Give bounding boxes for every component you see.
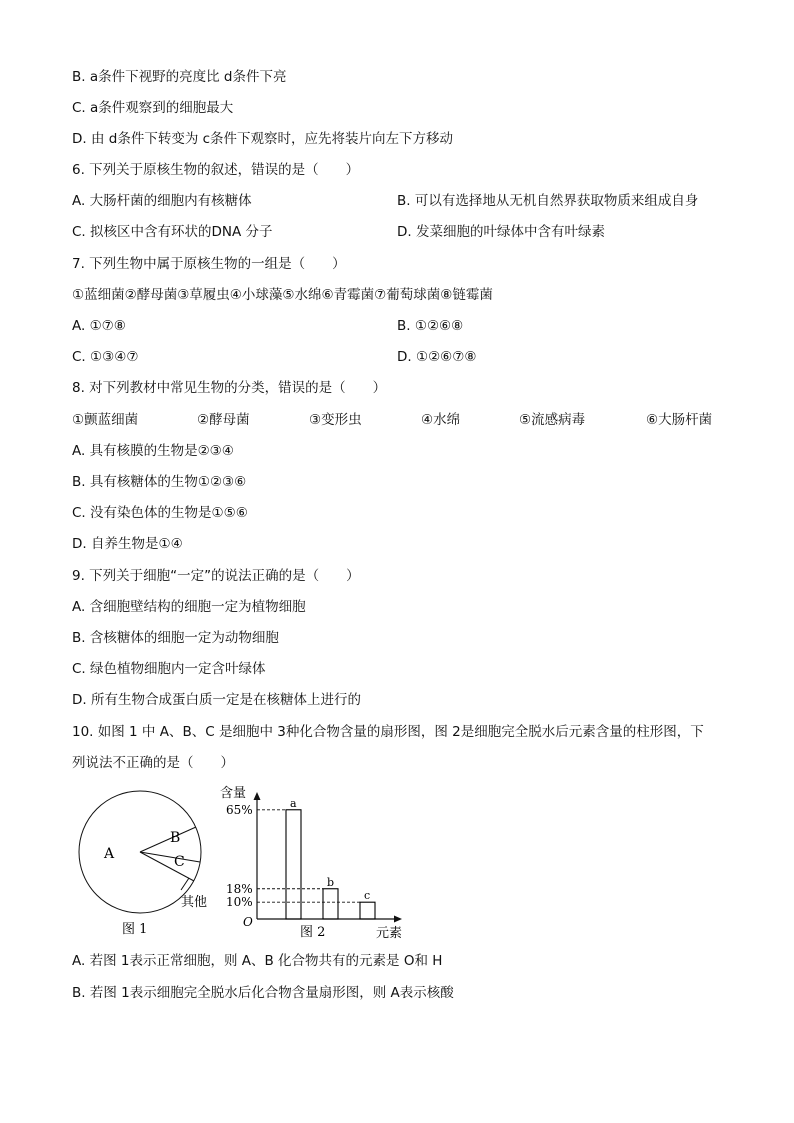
q8-item-6: ⑥大肠杆菌 — [646, 412, 713, 428]
y-tick-label-b: 18% — [226, 881, 253, 896]
q8-item-1: ①颤蓝细菌 — [72, 412, 139, 428]
y-axis-arrow — [254, 792, 261, 800]
x-axis-arrow — [394, 916, 402, 923]
q7-option-b: B. ①②⑥⑧ — [397, 318, 464, 334]
q8-stem: 8. 对下列教材中常见生物的分类，错误的是（ ） — [72, 380, 387, 396]
q7-option-c: C. ①③④⑦ — [72, 349, 139, 365]
q5-option-b: B. a条件下视野的亮度比 d条件下亮 — [72, 69, 287, 85]
q5-option-d: D. 由 d条件下转变为 c条件下观察时，应先将装片向左下方移动 — [72, 131, 454, 147]
bar-label-a: a — [290, 796, 297, 810]
pie-label-a: A — [104, 846, 115, 862]
figure2-bar-chart — [220, 786, 402, 941]
bar-c — [360, 902, 375, 919]
q10-figures — [70, 782, 430, 944]
figure2-caption: 图 2 — [300, 925, 326, 940]
q5-option-c: C. a条件观察到的细胞最大 — [72, 100, 234, 116]
y-tick-label-a: 65% — [226, 802, 253, 817]
q7-option-a: A. ①⑦⑧ — [72, 318, 126, 334]
pie-label-b: B — [170, 830, 181, 846]
q7-organism-list: ①蓝细菌②酵母菌③草履虫④小球藻⑤水绵⑥青霉菌⑦葡萄球菌⑧链霉菌 — [72, 287, 493, 303]
q8-item-2: ②酵母菌 — [197, 412, 250, 428]
q6-option-c: C. 拟核区中含有环状的DNA 分子 — [72, 224, 273, 240]
origin-label: O — [243, 915, 253, 929]
q8-item-3: ③变形虫 — [309, 412, 362, 428]
q8-option-d: D. 自养生物是①④ — [72, 536, 183, 552]
x-axis-label: 元素 — [376, 926, 403, 941]
q10-stem-line1: 10. 如图 1 中 A、B、C 是细胞中 3种化合物含量的扇形图，图 2是细胞完全脱水后元素含量的柱形图，下 — [72, 724, 704, 740]
q10-stem-line2: 列说法不正确的是（ ） — [72, 755, 234, 771]
bar-label-b: b — [327, 875, 335, 889]
q7-option-d: D. ①②⑥⑦⑧ — [397, 349, 477, 365]
q8-item-4: ④水绵 — [421, 412, 461, 428]
q10-option-b: B. 若图 1表示细胞完全脱水后化合物含量扇形图，则 A表示核酸 — [72, 985, 454, 1001]
q6-option-a: A. 大肠杆菌的细胞内有核糖体 — [72, 193, 252, 209]
q8-option-a: A. 具有核膜的生物是②③④ — [72, 443, 234, 459]
q9-option-c: C. 绿色植物细胞内一定含叶绿体 — [72, 661, 266, 677]
q8-option-b: B. 具有核糖体的生物①②③⑥ — [72, 474, 247, 490]
bar-label-c: c — [364, 889, 371, 903]
q9-option-d: D. 所有生物合成蛋白质一定是在核糖体上进行的 — [72, 692, 361, 708]
q6-option-d: D. 发菜细胞的叶绿体中含有叶绿素 — [397, 224, 605, 240]
q7-stem: 7. 下列生物中属于原核生物的一组是（ ） — [72, 256, 346, 272]
q8-option-c: C. 没有染色体的生物是①⑤⑥ — [72, 505, 248, 521]
figures-svg — [70, 782, 430, 944]
q9-stem: 9. 下列关于细胞“一定”的说法正确的是（ ） — [72, 568, 360, 584]
y-axis-label: 含量 — [220, 786, 247, 801]
q8-item-5: ⑤流感病毒 — [519, 412, 586, 428]
figure1-pie — [79, 791, 207, 937]
q6-stem: 6. 下列关于原核生物的叙述，错误的是（ ） — [72, 162, 360, 178]
pie-sector-line-1 — [140, 827, 196, 852]
other-leader-line — [181, 878, 189, 890]
pie-label-c: C — [174, 854, 185, 870]
y-tick-label-c: 10% — [226, 895, 253, 910]
pie-label-other: 其他 — [181, 895, 208, 910]
q10-option-a: A. 若图 1表示正常细胞，则 A、B 化合物共有的元素是 O和 H — [72, 953, 443, 969]
q9-option-b: B. 含核糖体的细胞一定为动物细胞 — [72, 630, 279, 646]
figure1-caption: 图 1 — [122, 922, 148, 937]
bar-b — [323, 889, 338, 919]
q9-option-a: A. 含细胞壁结构的细胞一定为植物细胞 — [72, 599, 306, 615]
q6-option-b: B. 可以有选择地从无机自然界获取物质来组成自身 — [397, 193, 699, 209]
